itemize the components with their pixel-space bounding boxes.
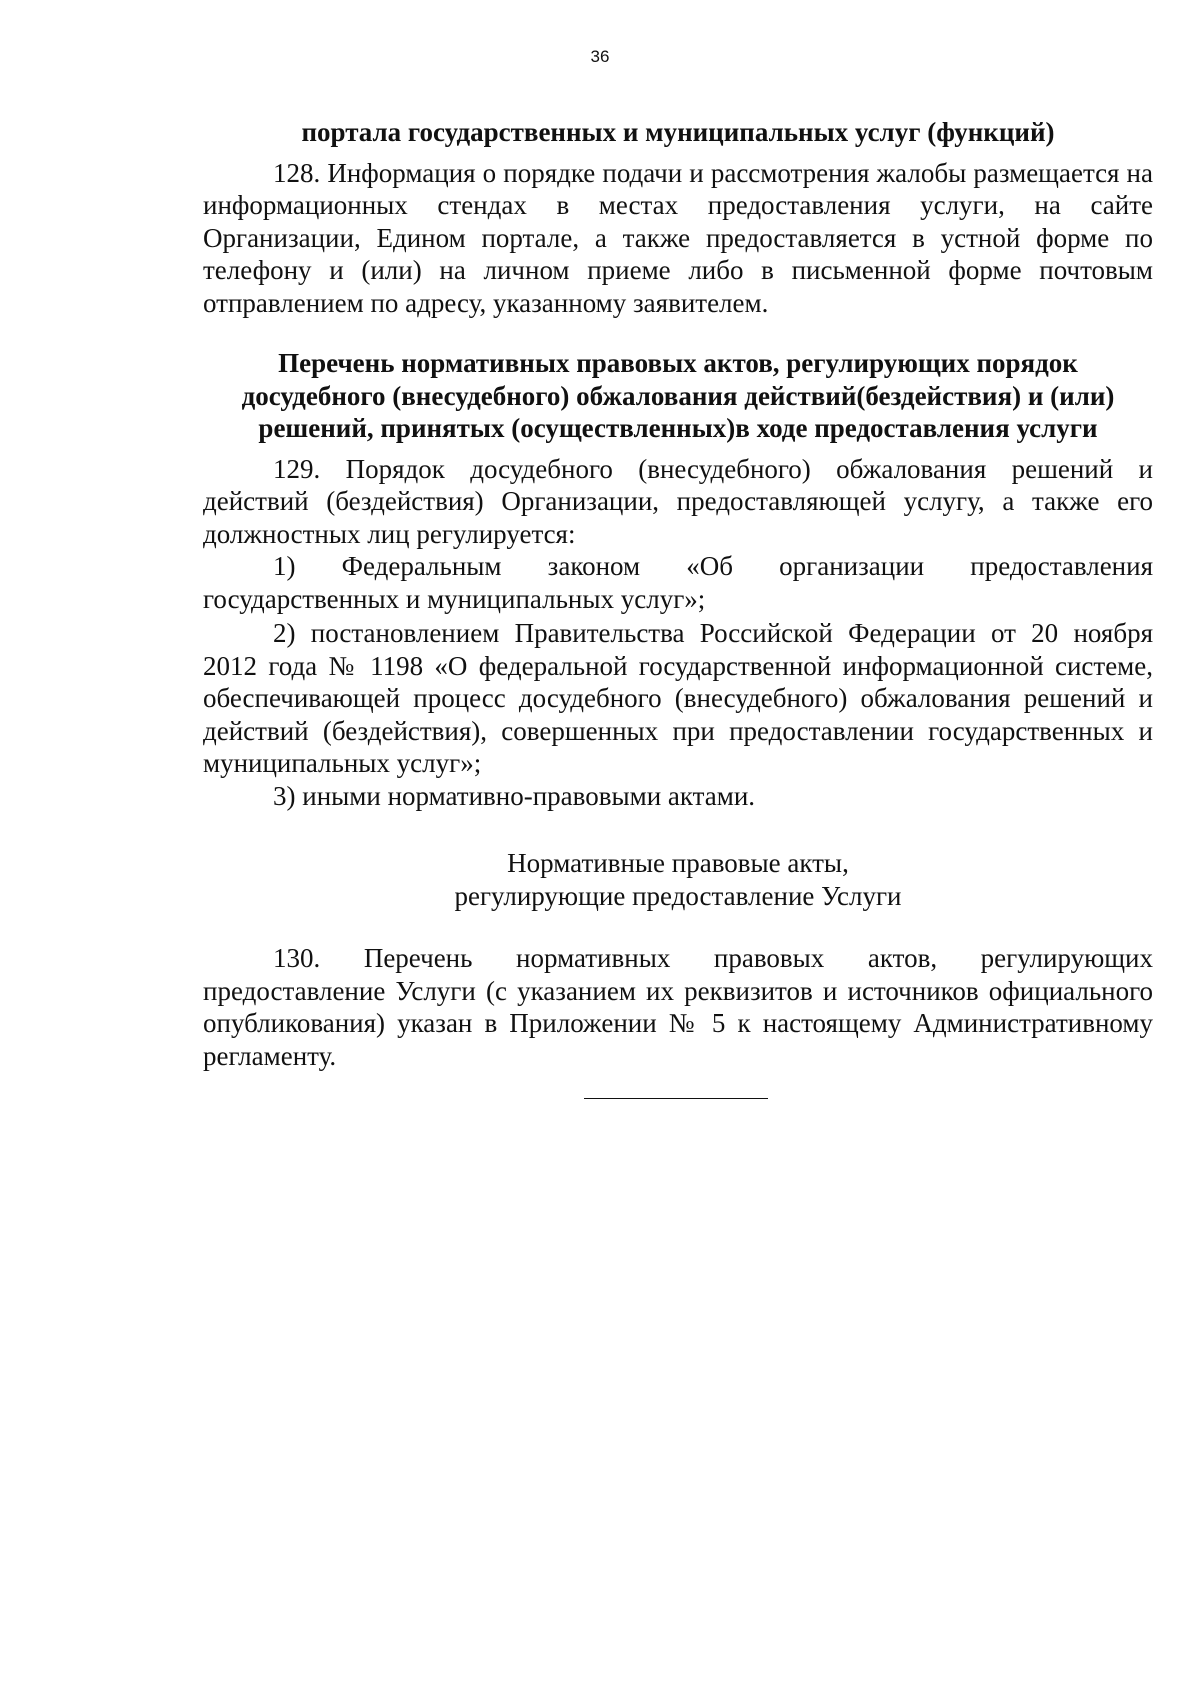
section-heading-portal: портала государственных и муниципальных услуг (функций) [301,117,1055,147]
subheading-line-2: регулирующие предоставление Услуги [454,880,902,911]
list-item-3: 3) иными нормативно-правовыми актами. [273,780,756,811]
list-item-2: 2) постановлением Правительства Российской Федерации от 20 ноября 2012 года № 1198 «О федеральной государственной информационной системе, обеспечивающей процесс досудебного (внесудебного) обжалования решений и действий (бездействия), совершенных при предоставлении государственных и муниципальных услуг»; [203,618,1153,778]
section-heading-normative-acts: Перечень нормативных правовых актов, регулирующих порядок досудебного (внесудебного) обжалования действий(бездействия) и (или) решений, принятых (осуществленных)в ходе предоставления услуги [241,348,1115,443]
paragraph-130: 130. Перечень нормативных правовых актов, регулирующих предоставление Услуги (с указанием их реквизитов и источников официального опубликования) указан в Приложении № 5 к настоящему Административному регламенту. [203,943,1153,1071]
paragraph-129: 129. Порядок досудебного (внесудебного) обжалования решений и действий (бездействия) Организации, предоставляющей услугу, а также его должностных лиц регулируется: [203,453,1153,549]
paragraph-128: 128. Информация о порядке подачи и рассмотрения жалобы размещается на информационных стендах в местах предоставления услуги, на сайте Организации, Едином портале, а также предоставляется в устной форме по телефону и (или) на личном приеме либо в письменной форме почтовым отправлением по адресу, указанному заявителем. [203,157,1153,318]
list-item-1: 1) Федеральным законом «Об организации предоставления государственных и муниципальных услуг»; [203,551,1153,614]
page-number: 36 [590,47,610,66]
document-body [203,116,1153,1099]
end-rule [584,1098,768,1099]
subheading-block [203,847,1153,912]
subheading-line-1: Нормативные правовые акты, [507,848,849,878]
